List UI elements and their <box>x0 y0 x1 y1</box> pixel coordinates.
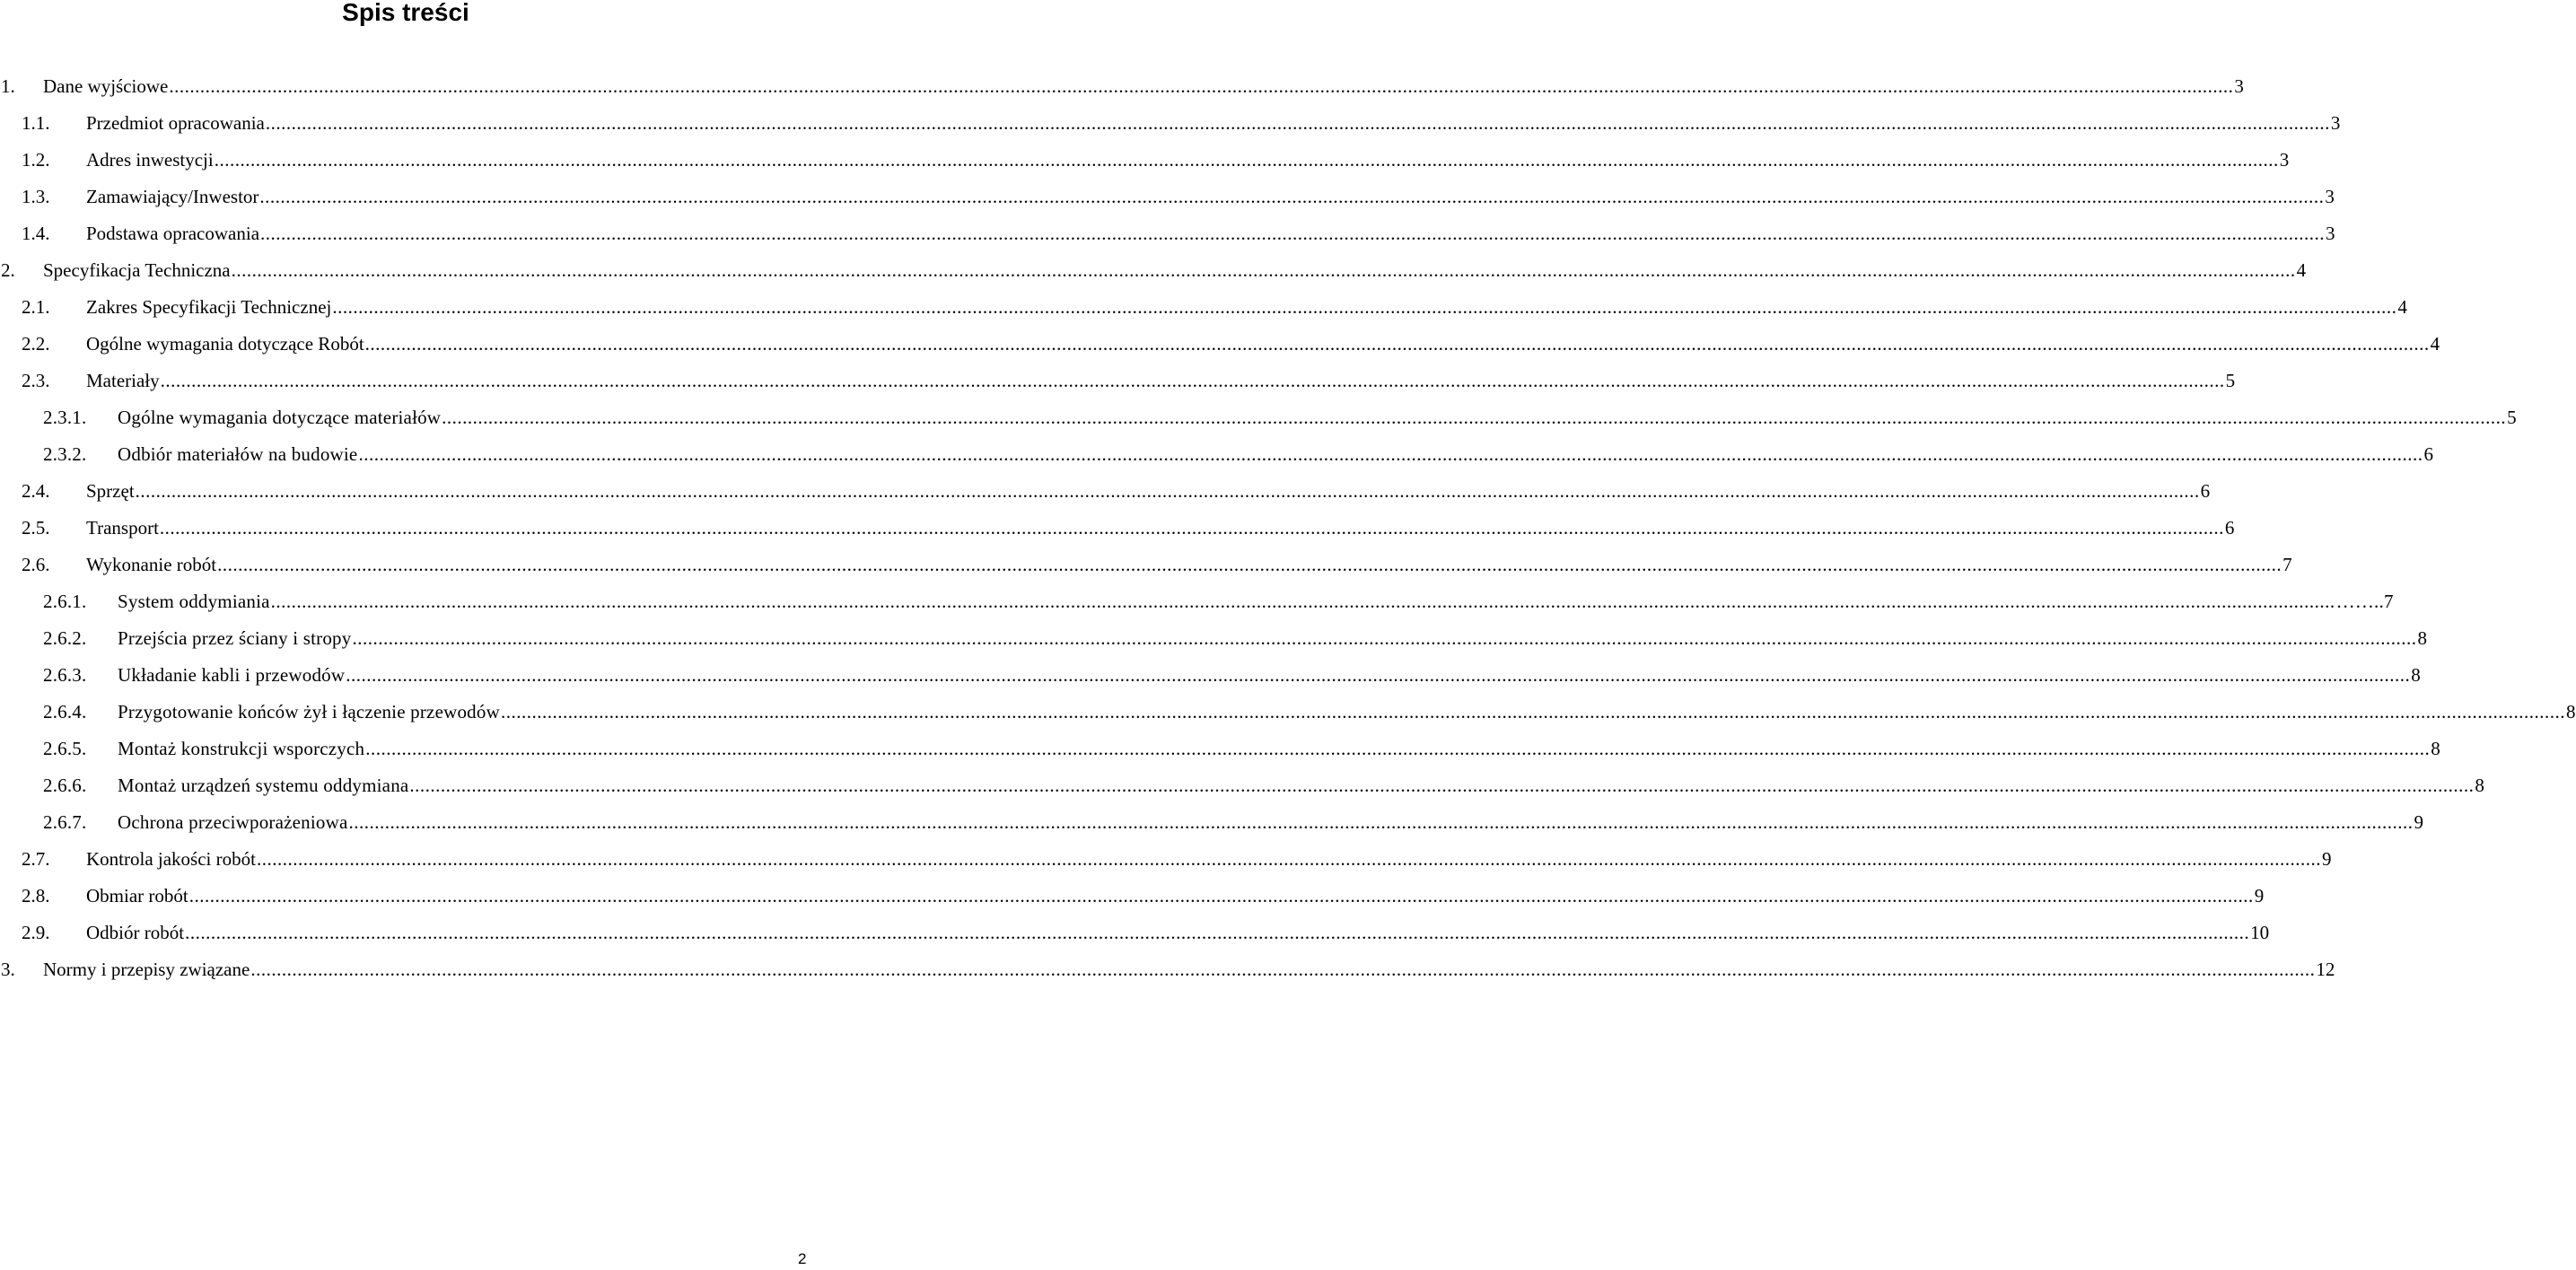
toc-dot-leader: ................................................................................................................................................................................................................................................................................................................................................................................................................ <box>217 554 2282 575</box>
toc-entry[interactable] <box>0 587 2394 624</box>
toc-entry-title: Odbiór materiałów na budowie <box>118 443 358 465</box>
toc-entry-body <box>86 149 2290 171</box>
toc-entry-number: 2.8. <box>22 885 50 907</box>
toc-entry-number: 2.3.2. <box>43 443 87 465</box>
toc-entry[interactable] <box>0 661 2421 697</box>
toc-entry[interactable] <box>0 771 2485 808</box>
toc-entry[interactable] <box>0 881 2265 918</box>
toc-entry-body <box>118 407 2517 428</box>
toc-entry-page: 4 <box>2296 259 2307 281</box>
toc-entry-title: System oddymiania <box>118 591 270 612</box>
toc-entry-body <box>86 112 2341 134</box>
toc-entry-title: Dane wyjściowe <box>43 75 169 97</box>
toc-entry[interactable] <box>0 440 2434 477</box>
toc-entry-page: 6 <box>2224 517 2235 539</box>
toc-dot-leader: ................................................................................................................................................................................................................................................................................................................................................................................................................ <box>500 701 2565 723</box>
toc-entry-number: 2.6.3. <box>43 664 87 686</box>
toc-dot-leader: ................................................................................................................................................................................................................................................................................................................................................................................................................ <box>250 959 2316 980</box>
toc-entry-body <box>86 370 2236 391</box>
toc-entry-body <box>86 186 2335 207</box>
toc-entry[interactable] <box>0 808 2424 845</box>
toc-entry-number: 2.1. <box>22 296 50 318</box>
toc-entry-title: Zakres Specyfikacji Technicznej <box>86 296 332 318</box>
toc-entry-title: Zamawiający/Inwestor <box>86 186 259 207</box>
toc-entry-page: 4 <box>2397 296 2407 318</box>
toc-entry-number: 1.3. <box>22 186 50 207</box>
toc-entry-page: 3 <box>2234 75 2244 97</box>
toc-entry-body <box>86 848 2332 870</box>
toc-entry-title: Materiały <box>86 370 160 391</box>
toc-entry-body <box>118 591 2394 612</box>
toc-entry-title: Odbiór robót <box>86 922 185 943</box>
toc-entry[interactable] <box>0 955 2335 992</box>
toc-entry-number: 2.4. <box>22 480 50 502</box>
toc-dot-leader: ................................................................................................................................................................................................................................................................................................................................................................................................................ <box>231 259 2296 281</box>
toc-dot-leader: ................................................................................................................................................................................................................................................................................................................................................................................................................ <box>256 848 2321 870</box>
toc-entry-page: 3 <box>2330 112 2341 134</box>
toc-dot-leader: ................................................................................................................................................................................................................................................................................................................................................................................................................ <box>188 885 2254 907</box>
toc-entry-number: 2.6.6. <box>43 775 87 796</box>
toc-entry-page: 3 <box>2279 149 2290 171</box>
toc-entry-body <box>86 885 2265 907</box>
toc-entry-page: ……..7 <box>2335 591 2394 612</box>
toc-entry-number: 2.5. <box>22 517 50 539</box>
toc-dot-leader: ................................................................................................................................................................................................................................................................................................................................................................................................................ <box>169 75 2234 97</box>
toc-entry-title: Układanie kabli i przewodów <box>118 664 346 686</box>
toc-entry-page: 5 <box>2225 370 2236 391</box>
toc-dot-leader: ................................................................................................................................................................................................................................................................................................................................................................................................................ <box>332 296 2397 318</box>
toc-entry-page: 7 <box>2282 554 2292 575</box>
toc-entry-page: 8 <box>2431 738 2440 759</box>
toc-entry-title: Ogólne wymagania dotyczące Robót <box>86 333 364 355</box>
toc-dot-leader: ................................................................................................................................................................................................................................................................................................................................................................................................................ <box>346 664 2411 686</box>
toc-entry-body <box>86 223 2335 244</box>
toc-entry-page: 6 <box>2200 480 2211 502</box>
toc-entry-body <box>86 296 2407 318</box>
toc-entry-title: Przedmiot opracowania <box>86 112 265 134</box>
toc-entry[interactable] <box>0 109 2341 145</box>
toc-entry-title: Specyfikacja Techniczna <box>43 259 231 281</box>
toc-entry-page: 3 <box>2326 223 2335 244</box>
toc-entry[interactable] <box>0 697 2576 734</box>
toc-dot-leader: ................................................................................................................................................................................................................................................................................................................................................................................................................ <box>442 407 2507 428</box>
toc-dot-leader: ................................................................................................................................................................................................................................................................................................................................................................................................................ <box>259 186 2325 207</box>
toc-entry-page: 5 <box>2507 407 2517 428</box>
toc-dot-leader: ................................................................................................................................................................................................................................................................................................................................................................................................................ <box>270 591 2335 612</box>
toc-entry-page: 3 <box>2325 186 2335 207</box>
toc-entry-title: Przygotowanie końców żył i łączenie przewodów <box>118 701 500 723</box>
toc-entry-body <box>118 738 2440 759</box>
toc-entry-body <box>118 627 2428 649</box>
toc-entry-body <box>43 75 2244 97</box>
toc-dot-leader: ................................................................................................................................................................................................................................................................................................................................................................................................................ <box>214 149 2279 171</box>
toc-entry[interactable] <box>0 918 2270 955</box>
toc-entry-title: Montaż urządzeń systemu oddymiana <box>118 775 409 796</box>
toc-dot-leader: ................................................................................................................................................................................................................................................................................................................................................................................................................ <box>265 112 2330 134</box>
toc-dot-leader: ................................................................................................................................................................................................................................................................................................................................................................................................................ <box>364 333 2430 355</box>
toc-entry[interactable] <box>0 513 2235 550</box>
toc-entry-page: 9 <box>2254 885 2265 907</box>
toc-entry[interactable] <box>0 845 2332 881</box>
toc-entry-number: 2.6.5. <box>43 738 87 759</box>
toc-entry[interactable] <box>0 734 2440 771</box>
toc-entry-number: 1. <box>1 75 15 97</box>
toc-entry-body <box>86 922 2270 943</box>
toc-dot-leader: ................................................................................................................................................................................................................................................................................................................................................................................................................ <box>409 775 2475 796</box>
toc-entry-body <box>118 811 2424 833</box>
toc-entry-title: Obmiar robót <box>86 885 188 907</box>
toc-entry-body <box>118 443 2434 465</box>
toc-dot-leader: ................................................................................................................................................................................................................................................................................................................................................................................................................ <box>358 443 2423 465</box>
toc-entry-title: Normy i przepisy związane <box>43 959 250 980</box>
toc-entry[interactable] <box>0 550 2292 587</box>
toc-entry[interactable] <box>0 366 2236 403</box>
toc-entry-body <box>86 333 2440 355</box>
toc-entry-body <box>86 554 2292 575</box>
toc-entry[interactable] <box>0 293 2407 329</box>
toc-entry-page: 9 <box>2414 811 2424 833</box>
toc-entry-page: 8 <box>2565 701 2576 723</box>
toc-entry[interactable] <box>0 624 2428 661</box>
toc-entry[interactable] <box>0 219 2335 256</box>
table-of-contents <box>0 72 2576 992</box>
toc-entry-body <box>43 959 2335 980</box>
toc-entry-title: Ogólne wymagania dotyczące materiałów <box>118 407 442 428</box>
toc-entry-title: Kontrola jakości robót <box>86 848 256 870</box>
toc-entry[interactable] <box>0 403 2517 440</box>
toc-entry-number: 2.6.4. <box>43 701 87 723</box>
toc-entry-title: Sprzęt <box>86 480 135 502</box>
toc-entry-page: 6 <box>2423 443 2434 465</box>
toc-entry-number: 2.3. <box>22 370 50 391</box>
toc-entry[interactable] <box>0 256 2307 293</box>
toc-entry-page: 12 <box>2316 959 2335 980</box>
toc-entry[interactable] <box>0 182 2335 219</box>
toc-entry-number: 1.1. <box>22 112 50 134</box>
toc-entry-title: Adres inwestycji <box>86 149 214 171</box>
toc-dot-leader: ................................................................................................................................................................................................................................................................................................................................................................................................................ <box>260 223 2326 244</box>
toc-entry-number: 1.4. <box>22 223 50 244</box>
toc-dot-leader: ................................................................................................................................................................................................................................................................................................................................................................................................................ <box>352 627 2417 649</box>
toc-entry-page: 8 <box>2417 627 2428 649</box>
toc-entry-page: 10 <box>2250 922 2270 943</box>
toc-entry-body <box>118 664 2421 686</box>
toc-entry[interactable] <box>0 329 2440 366</box>
toc-title: Spis treści <box>342 0 469 26</box>
toc-entry-title: Transport <box>86 517 159 539</box>
toc-entry-number: 2.6. <box>22 554 50 575</box>
toc-dot-leader: ................................................................................................................................................................................................................................................................................................................................................................................................................ <box>160 370 2225 391</box>
toc-entry-body <box>118 701 2576 723</box>
toc-entry[interactable] <box>0 145 2290 182</box>
toc-entry-page: 8 <box>2411 664 2421 686</box>
page-number: 2 <box>798 1250 807 1267</box>
toc-entry[interactable] <box>0 72 2244 109</box>
toc-dot-leader: ................................................................................................................................................................................................................................................................................................................................................................................................................ <box>159 517 2224 539</box>
toc-entry-body <box>118 775 2485 796</box>
toc-dot-leader: ................................................................................................................................................................................................................................................................................................................................................................................................................ <box>185 922 2250 943</box>
toc-entry-number: 2.3.1. <box>43 407 87 428</box>
toc-entry-body <box>86 517 2235 539</box>
toc-dot-leader: ................................................................................................................................................................................................................................................................................................................................................................................................................ <box>365 738 2431 759</box>
toc-entry-number: 3. <box>1 959 15 980</box>
toc-entry-title: Montaż konstrukcji wsporczych <box>118 738 365 759</box>
toc-entry-number: 2. <box>1 259 15 281</box>
toc-entry-title: Ochrona przeciwporażeniowa <box>118 811 348 833</box>
toc-dot-leader: ................................................................................................................................................................................................................................................................................................................................................................................................................ <box>348 811 2414 833</box>
toc-entry-page: 4 <box>2430 333 2440 355</box>
toc-entry-number: 2.9. <box>22 922 50 943</box>
toc-entry-number: 2.2. <box>22 333 50 355</box>
toc-entry-number: 2.6.7. <box>43 811 87 833</box>
toc-entry-title: Wykonanie robót <box>86 554 217 575</box>
toc-entry-body <box>43 259 2307 281</box>
toc-entry-body <box>86 480 2211 502</box>
toc-entry-number: 2.6.2. <box>43 627 87 649</box>
toc-entry-number: 1.2. <box>22 149 50 171</box>
toc-entry[interactable] <box>0 477 2211 513</box>
toc-entry-title: Przejścia przez ściany i stropy <box>118 627 352 649</box>
toc-dot-leader: ................................................................................................................................................................................................................................................................................................................................................................................................................ <box>135 480 2200 502</box>
toc-entry-page: 8 <box>2475 775 2485 796</box>
toc-entry-number: 2.7. <box>22 848 50 870</box>
toc-entry-title: Podstawa opracowania <box>86 223 260 244</box>
toc-entry-page: 9 <box>2321 848 2332 870</box>
toc-entry-number: 2.6.1. <box>43 591 87 612</box>
